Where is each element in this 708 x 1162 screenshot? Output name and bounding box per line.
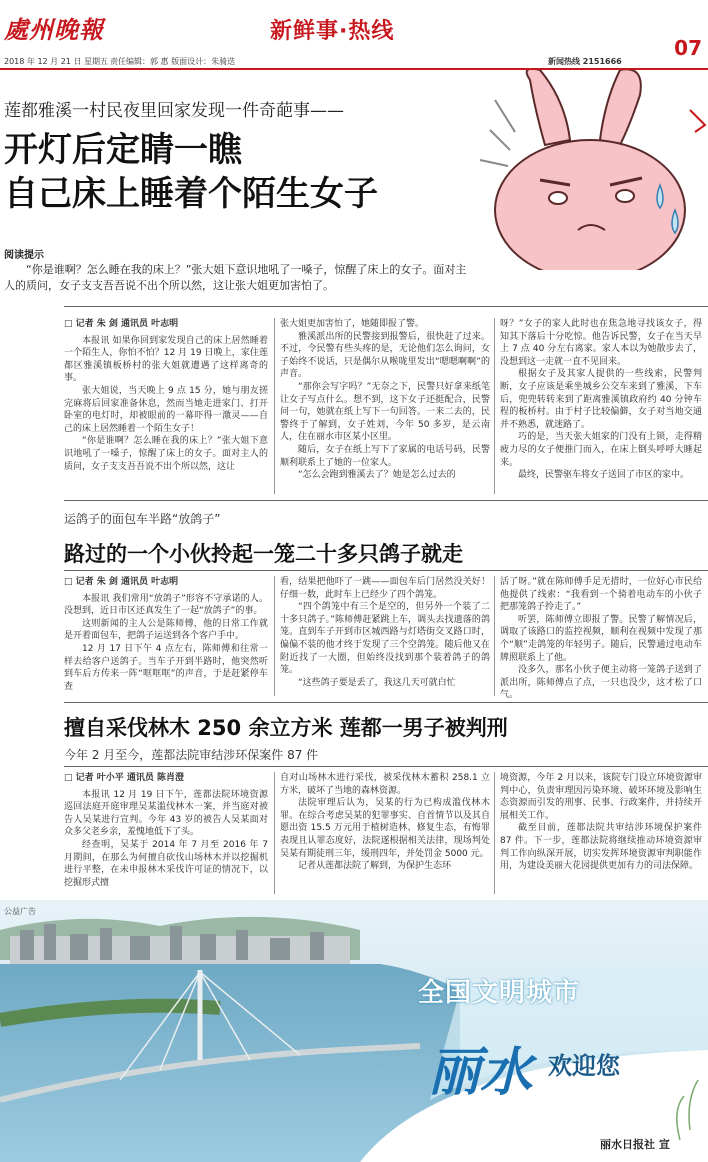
story2-column-1: [64, 576, 268, 693]
newspaper-logo: 處州晚報: [4, 15, 104, 44]
story3-byline: □ 记者 叶小平 通讯员 陈肖澄: [64, 773, 185, 783]
paragraph: 本报讯 如果你回到家发现自己的床上居然睡着一个陌生人，你怕不怕？12 月 19 日晚上，家住莲都区雅溪镇板桥村的张大姐就遭遇了这样离奇的事。: [64, 335, 268, 384]
story2-column-2: [280, 576, 490, 689]
story1-headline-line1: 开灯后定睛一瞧: [4, 130, 242, 170]
story3-rule: [64, 766, 708, 767]
paragraph: “这些鸽子要是丢了，我这几天可就白忙: [298, 677, 456, 688]
column-divider: [274, 318, 275, 494]
news-hotline: 新闻热线 2151666: [548, 57, 622, 66]
paragraph: 根据女子及其家人提供的一些线索，民警判断，女子应该是乘坐城乡公交车来到了雅溪，下车后，兜兜转转来到了距离雅溪镇政府约 40 分钟车程的板桥村。由于村子比较偏僻，女子对当地交通并不熟悉，就迷路了。: [500, 369, 702, 430]
story-divider: [64, 702, 708, 703]
paragraph: 巧的是，当天张大姐家的门没有上锁，走得精疲力尽的女子便推门而入，在床上倒头呼呼大睡起来。: [500, 432, 702, 468]
column-divider: [494, 318, 495, 494]
read-tip-label: 阅读提示: [4, 250, 44, 261]
story1-byline: □ 记者 朱 剑 通讯员 叶志明: [64, 319, 179, 329]
masthead: [0, 0, 708, 60]
paragraph: 张大姐说，当天晚上 9 点 15 分，她与朋友搓完麻将后回家准备休息，然而当她走进家门、打开卧室的电灯时，却被眼前的一幕吓得一激灵——自己的床上居然睡着一个陌生女子！: [64, 385, 268, 434]
story2-byline: □ 记者 朱 剑 通讯员 叶志明: [64, 577, 179, 587]
paragraph: 随后，女子在纸上写下了家属的电话号码，民警顺利联系上了她的一位家人。: [280, 444, 490, 468]
story3-subhead: 今年 2 月至今，莲都法院审结涉环保案件 87 件: [64, 748, 319, 762]
story1-headline-line2: 自己床上睡着个陌生女子: [4, 174, 378, 214]
page-number: 07: [674, 36, 702, 60]
paragraph: 雅溪派出所的民警接到报警后，很快赶了过来。不过，令民警有些头疼的是，无论他们怎么询问，女子始终不说话，只是偶尔从喉咙里发出“嗯嗯啊啊”的声音。: [280, 331, 490, 380]
ad-city-name: 丽水: [428, 1042, 533, 1103]
column-divider: [274, 772, 275, 894]
city-promo-ad-illustration: [0, 900, 708, 1162]
story1-rule: [64, 306, 708, 307]
info-bar: [0, 54, 708, 68]
paragraph: 法院审理后认为，吴某的行为已构成滥伐林木罪。在综合考虑吴某的犯罪事实、自首情节以及其自愿出资 15.5 万元用于植树造林、修复生态，有悔罪表现且认罪态度好，法院遂根据相关法律，现场判处吴某有期徒刑三年，缓刑四年，并处罚金 5000 元。: [280, 798, 490, 859]
column-divider: [274, 576, 275, 696]
ad-slogan: 全国文明城市: [418, 978, 581, 1008]
paragraph: 听罢，陈师傅立即报了警。民警了解情况后，调取了该路口的监控视频，顺利在视频中发现了那个“顺”走鸽笼的年轻男子。随后，民警通过电动车牌照联系上了他。: [500, 614, 702, 663]
paragraph: 这则新闻的主人公是陈师傅，他的日常工作就是开着面包车，把鸽子运送到各个客户手中。: [64, 618, 268, 642]
story1-kicker: 莲都雅溪一村民夜里回家发现一件奇葩事——: [4, 101, 344, 121]
section-title: 新鲜事·热线: [270, 19, 395, 44]
paragraph: 本报讯 我们常用“放鸽子”形容不守承诺的人。没想到，近日市区还真发生了一起“放鸽子”的事。: [64, 593, 268, 617]
story1-column-3: [500, 318, 702, 482]
paragraph: “怎么会跑到雅溪去了？她是怎么过去的: [298, 470, 456, 481]
paragraph: 截至目前，莲都法院共审结涉环境保护案件 87 件。下一步，莲都法院将继续推动环境资源审判工作向纵深开展，切实发挥环境资源审判职能作用，为建设美丽大花园提供更加有力的司法保障。: [500, 823, 702, 872]
story3-headline: 擅自采伐林木 250 余立方米 莲都一男子被判刑: [64, 716, 508, 740]
story1-column-2: [280, 318, 490, 482]
paragraph: 境资源，今年 2 月以来，该院专门设立环境资源审判中心，负责审理因污染环境、破坏环境及影响生态资源而引发的刑事、民事、行政案件，并持续开展相关工作。: [500, 773, 702, 821]
paragraph: 本报讯 12 月 19 日下午，莲都法院环境资源巡回法庭开庭审理吴某滥伐林木一案，并当庭对被告人吴某进行宣判。今年 43 岁的被告人吴某面对众多父老乡亲，羞愧地低下了头。: [64, 789, 268, 838]
paragraph: “那你会写字吗？”无奈之下，民警只好拿来纸笔让女子写点什么。想不到，这下女子还挺配合，民警问一句，她就在纸上写下一句回答。一来二去的，民警终于了解到，女子姓刘，今年 50 多岁，是云南人，住在丽水市区某小区里。: [280, 381, 490, 443]
paragraph: 张大姐更加害怕了，她随即报了警。: [280, 319, 425, 329]
story1-column-1: [64, 318, 268, 473]
ad-sponsor: 丽水日报社 宣: [600, 1138, 670, 1151]
story-divider: [64, 500, 708, 501]
column-divider: [494, 576, 495, 696]
story3-column-3: [500, 772, 702, 873]
sweating-bunny-illustration: [470, 70, 708, 270]
paragraph: 12 月 17 日下午 4 点左右，陈师傅和往常一样去给客户送鸽子。当车子开到半路时，他突然听到车后方传来一阵“哐哐哐”的声音，于是赶紧停车查: [64, 643, 268, 692]
story2-rule: [64, 570, 708, 571]
issue-date: 2018 年 12 月 21 日 星期五: [4, 57, 108, 66]
ad-welcome: 欢迎您: [548, 1052, 620, 1080]
story1-headline: [4, 128, 474, 216]
paragraph: 没多久，那名小伙子便主动将一笼鸽子送到了派出所，陈师傅点了点，一只也没少，这才松了口气。: [500, 665, 702, 701]
story1-lead: “你是谁啊？怎么睡在我的床上？”张大姐下意识地吼了一嗓子，惊醒了床上的女子。面对主人的质问，女子支支吾吾说不出个所以然，这让张大姐更加害怕了。: [4, 263, 467, 292]
paragraph: “你是谁啊？怎么睡在我的床上？”张大姐下意识地吼了一嗓子，惊醒了床上的女子。面对主人的质问，女子支支吾吾说不出个所以然，这让: [64, 436, 268, 472]
paragraph: 自对山场林木进行采伐，被采伐林木蓄积 258.1 立方米，破坏了当地的森林资源。: [280, 773, 490, 796]
story2-kicker: 运鸽子的面包车半路“放鸽子”: [64, 512, 221, 526]
paragraph: 记者从莲都法院了解到，为保护生态环: [298, 861, 452, 872]
paragraph: 最终，民警驱车将女子送回了市区的家中。: [518, 470, 690, 481]
paragraph: 看，结果把他吓了一跳——面包车后门居然没关好！仔细一数，此时车上已经少了四个鸽笼。: [280, 577, 490, 600]
editor-credits: 责任编辑：郭 惠 版面设计：朱骑迭: [110, 57, 236, 66]
paragraph: “四个鸽笼中有三个是空的，但另外一个装了二十多只鸽子。”陈师傅赶紧跳上车，调头去找遗落的鸽笼。直到车子开到市区城西路与灯塔街交叉路口时，偏偏不装的他才终于发现了三个空鸽笼。随后他又在附近找了一大圈，但始终没找到那个装着鸽子的鸽笼。: [280, 602, 490, 676]
story3-column-1: [64, 772, 268, 889]
story2-column-3: [500, 576, 702, 702]
story2-headline: 路过的一个小伙拎起一笼二十多只鸽子就走: [64, 542, 463, 566]
paragraph: 经查明，吴某于 2014 年 7 月至 2016 年 7 月期间，在那么为何擅自砍伐山场林木并以挖掘机进行平整，在未申报林木采伐许可证的情况下，以挖掘形式擅: [64, 839, 268, 888]
paragraph: 呀？”女子的家人此时也在焦急地寻找该女子，得知其下落后十分吃惊。他告诉民警，女子在当天早上 7 点 40 分左右离家。家人本以为她散步去了，没想到这一走就一直不见回来。: [500, 319, 702, 367]
paragraph: 活了呀。”就在陈师傅手足无措时，一位好心市民给他提供了线索：“我看到一个骑着电动车的小伙子把那笼鸽子拎走了。”: [500, 577, 702, 613]
ad-label: 公益广告: [4, 907, 36, 916]
column-divider: [494, 772, 495, 894]
story3-column-2: [280, 772, 490, 873]
